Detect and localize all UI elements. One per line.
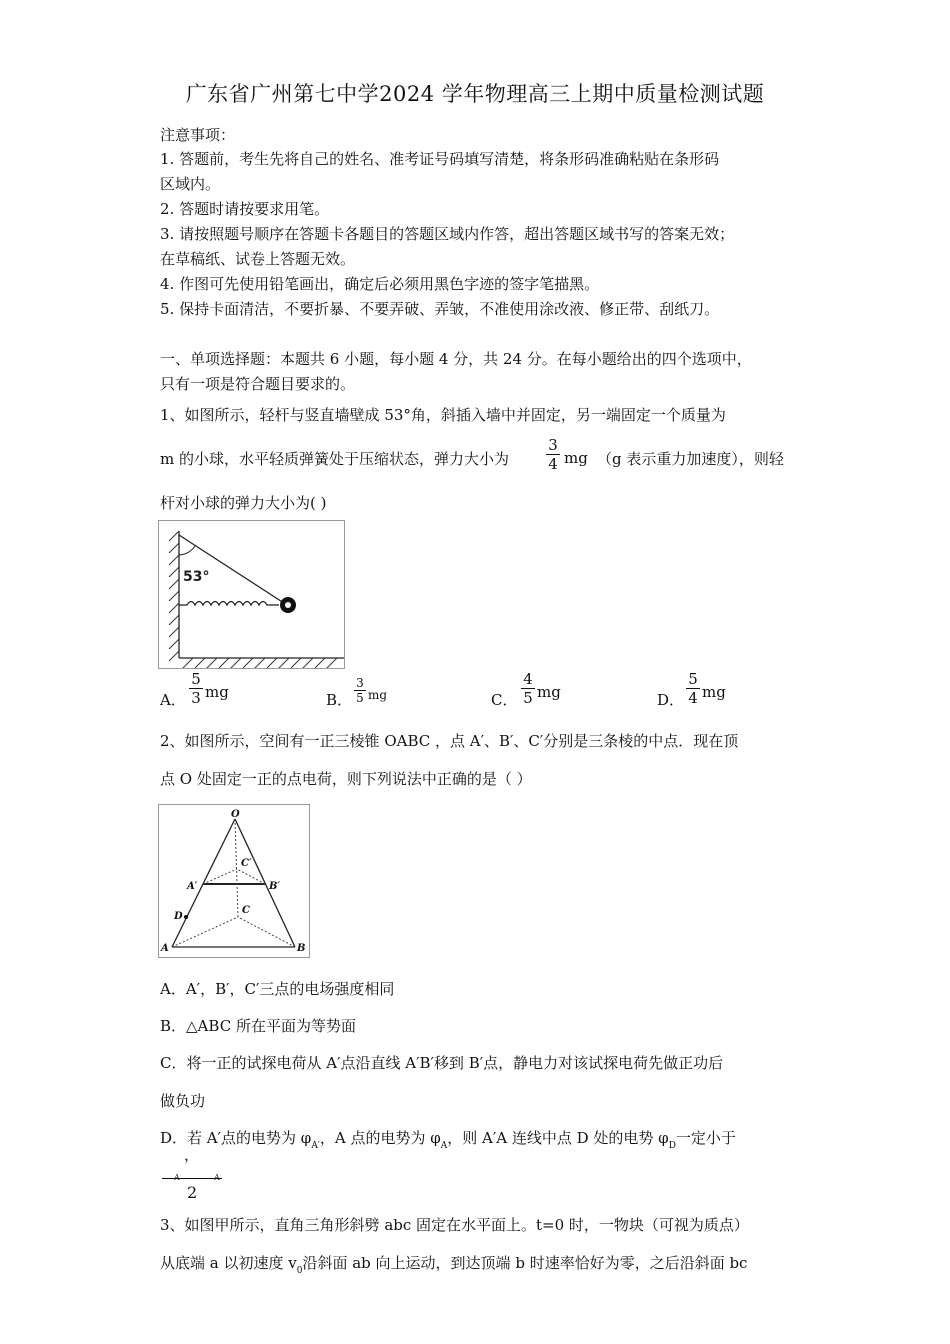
q3-stem-line2-post: 沿斜面 ab 向上运动，到达顶端 b 时速率恰好为零，之后沿斜面 bc: [302, 1254, 748, 1272]
angle-label: 53°: [183, 569, 210, 585]
q2-option-d-sub2: A: [440, 1141, 448, 1151]
q3-stem-line1: 3、如图甲所示，直角三角形斜劈 abc 固定在水平面上。t=0 时，一物块（可视为质点）: [160, 1216, 749, 1234]
q2-option-a: A．A′，B′，C′三点的电场强度相同: [160, 980, 395, 998]
q1-option-a-num: 5: [191, 670, 201, 688]
q2-option-d-part2: ，A 点的电势为 φ: [319, 1129, 441, 1147]
notice-item-4: 4. 作图可先使用铅笔画出，确定后必须用黑色字迹的签字笔描黑。: [160, 275, 600, 293]
notice-item-1: 1. 答题前，考生先将自己的姓名、准考证号码填写清楚，将条形码准确粘贴在条形码: [160, 150, 720, 168]
q2-option-d: [160, 1127, 736, 1157]
label-a: A: [161, 943, 169, 954]
q1-option-c-den: 5: [523, 689, 533, 707]
notice-item-5: 5. 保持卡面清洁，不要折暴、不要弄破、弄皱，不准使用涂改液、修正带、刮纸刀。: [160, 300, 720, 318]
q1-force-num: 3: [548, 436, 558, 454]
notice-heading: 注意事项：: [160, 126, 236, 144]
sub-mark-left: A: [174, 1173, 180, 1182]
q1-stem-line1: 1、如图所示，轻杆与竖直墙壁成 53°角，斜插入墙中并固定，另一端固定一个质量为: [160, 406, 726, 424]
label-b: B: [297, 943, 306, 954]
compressed-spring: [179, 602, 279, 606]
section-heading-cont: 只有一项是符合题目要求的。: [160, 375, 356, 393]
q2-option-d-part1: D．若 A′点的电势为 φ: [160, 1129, 312, 1147]
q1-force-fraction: [546, 436, 560, 473]
q1-option-c-num: 4: [523, 670, 533, 688]
q2-option-b: B．△ABC 所在平面为等势面: [160, 1017, 356, 1035]
q2-option-d-part4: 一定小于: [675, 1129, 736, 1147]
q1-option-d-label: D．: [657, 691, 685, 709]
q2-option-d-part3: ，则 A′A 连线中点 D 处的电势 φ: [447, 1129, 669, 1147]
label-o: O: [231, 809, 240, 820]
q1-option-b-fraction: [354, 676, 366, 705]
vertex-labels: [160, 809, 305, 954]
notice-item-1-cont: 区域内。: [160, 175, 221, 193]
q3-stem-line2: [160, 1252, 747, 1282]
q1-stem-line2-pre: m 的小球，水平轻质弹簧处于压缩状态，弹力大小为: [160, 450, 509, 468]
q1-option-a-label: A．: [160, 691, 186, 709]
section-heading: 一、单项选择题：本题共 6 小题，每小题 4 分，共 24 分。在每小题给出的四个选项中，: [160, 350, 752, 368]
q1-option-a-unit: mg: [205, 683, 229, 701]
notice-item-2: 2. 答题时请按要求用笔。: [160, 200, 330, 218]
angle-arc: [179, 546, 195, 555]
notice-item-3-cont: 在草稿纸、试卷上答题无效。: [160, 250, 356, 268]
q1-option-b-den: 5: [356, 691, 364, 705]
q1-option-c-fraction: [521, 670, 535, 707]
q2-option-c: C．将一正的试探电荷从 A′点沿直线 A′B′移到 B′点，静电力对该试探电荷先做正功后: [160, 1054, 724, 1072]
q2-option-d-sub1: A′: [311, 1141, 320, 1151]
notice-item-3: 3. 请按照题号顺序在答题卡各题目的答题区域内作答，超出答题区域书写的答案无效；: [160, 225, 735, 243]
ball-highlight: [285, 602, 291, 608]
q1-option-c-unit: mg: [537, 683, 561, 701]
q2-stem-line1: 2、如图所示，空间有一正三棱锥 OABC ，点 A′、B′、C′分别是三条棱的中点．现在顶: [160, 732, 739, 750]
q1-option-d-den: 4: [688, 689, 698, 707]
label-a-prime: A′: [187, 881, 198, 892]
q1-option-a-den: 3: [191, 689, 201, 707]
q2-figure: [158, 804, 310, 958]
q2-option-d-comma: ，: [184, 1146, 200, 1164]
q1-stem-line2-post: （g 表示重力加速度），则轻: [597, 450, 784, 468]
q1-diagram: [159, 521, 344, 668]
label-c: C: [242, 905, 250, 916]
q2-stem-line2: 点 O 处固定一正的点电荷，则下列说法中正确的是（ ）: [160, 770, 532, 788]
q2-diagram: [159, 805, 309, 957]
q1-force-unit: mg: [564, 449, 588, 467]
q1-option-c-label: C．: [491, 691, 518, 709]
q3-stem-line2-pre: 从底端 a 以初速度 v: [160, 1254, 297, 1272]
q1-option-d-num: 5: [688, 670, 698, 688]
q2-option-d-sub3: D: [668, 1141, 676, 1151]
q1-option-b-num: 3: [356, 676, 364, 690]
label-d: D: [174, 911, 183, 922]
q1-option-b-label: B．: [326, 691, 353, 709]
q3-v0-sub: 0: [296, 1266, 303, 1276]
q1-figure: [158, 520, 345, 669]
sub-mark-right: A: [214, 1173, 220, 1182]
q2-option-c-cont: 做负功: [160, 1092, 206, 1110]
label-c-prime: C′: [241, 858, 252, 869]
q2-option-d-frac-den: 2: [187, 1183, 198, 1202]
wall-hatching: [179, 531, 344, 658]
wall-hatch-lines: [169, 531, 337, 668]
q1-option-d-fraction: [686, 670, 700, 707]
q1-option-d-unit: mg: [702, 683, 726, 701]
q1-option-b-unit: mg: [368, 688, 388, 702]
point-d: [184, 915, 188, 919]
q1-option-a-fraction: [189, 670, 203, 707]
q2-option-d-fraction-bar: [162, 1178, 222, 1179]
q1-force-den: 4: [548, 455, 558, 473]
label-b-prime: B′: [269, 881, 281, 892]
q1-stem-line3: 杆对小球的弹力大小为( ): [160, 494, 327, 512]
page-title: 广东省广州第七中学2024 学年物理高三上期中质量检测试题: [185, 82, 765, 106]
